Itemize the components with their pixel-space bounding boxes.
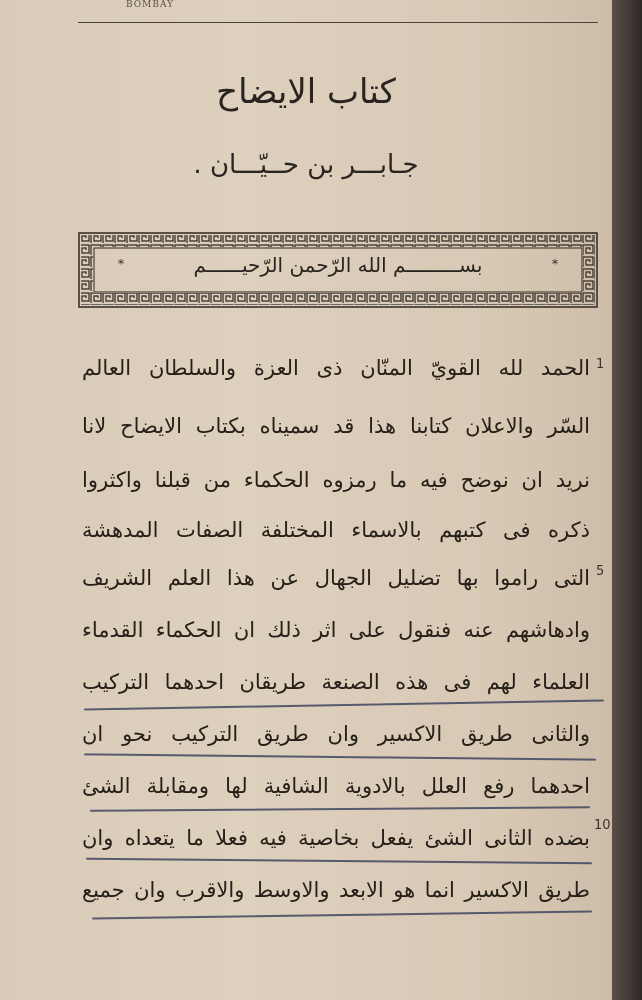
ornament-star-right: *	[552, 257, 558, 271]
pen-underline	[84, 753, 596, 760]
text-line: العلماء لهم فى هذه الصنعة طريقان احدهما التركيب	[82, 670, 590, 694]
basmala: بســـــــــم الله الرّحمن الرّحيــــــم	[193, 253, 483, 277]
text-line: السّر والاعلان كتابنا هذا قد سميناه بكتاب الايضاح لانا	[82, 414, 590, 438]
text-line: طريق الاكسير انما هو الابعد والاوسط والاقرب وان جميع	[82, 878, 590, 902]
page-gutter-shadow	[612, 0, 642, 1000]
pen-underline	[84, 699, 604, 710]
author-name: جـابـــر بن حــيّـــان .	[193, 150, 419, 180]
text-line: الحمد لله القويّ المنّان ذى العزة والسلطان العالم	[82, 356, 590, 380]
ornament-star-left: *	[118, 257, 124, 271]
text-line: بضده الثانى الشئ يفعل بخاصية فيه فعلا ما يتعداه وان	[82, 826, 590, 850]
page-title: كتاب الايضاح	[216, 72, 396, 112]
line-number: 10	[594, 818, 611, 833]
text-line: ذكره فى كتبهم بالاسماء المختلفة الصفات المدهشة	[82, 518, 590, 542]
text-line: نريد ان نوضح فيه ما رمزوه الحكماء من قبلنا واكثروا	[82, 468, 590, 492]
line-number: 5	[596, 564, 605, 579]
pen-underline	[92, 911, 592, 920]
line-number: 1	[596, 357, 605, 372]
pen-underline	[90, 806, 590, 811]
text-line: التى راموا بها تضليل الجهال عن هذا العلم الشريف	[82, 566, 590, 590]
pen-underline	[86, 858, 592, 864]
text-line: وادهاشهم عنه فنقول على اثر ذلك ان الحكماء القدماء	[82, 618, 590, 642]
running-head: BOMBAY	[126, 0, 175, 10]
text-line: احدهما رفع العلل بالادوية الشافية لها ومقابلة الشئ	[82, 774, 590, 798]
text-line: والثانى طريق الاكسير وان طريق التركيب نحو ان	[82, 722, 590, 746]
